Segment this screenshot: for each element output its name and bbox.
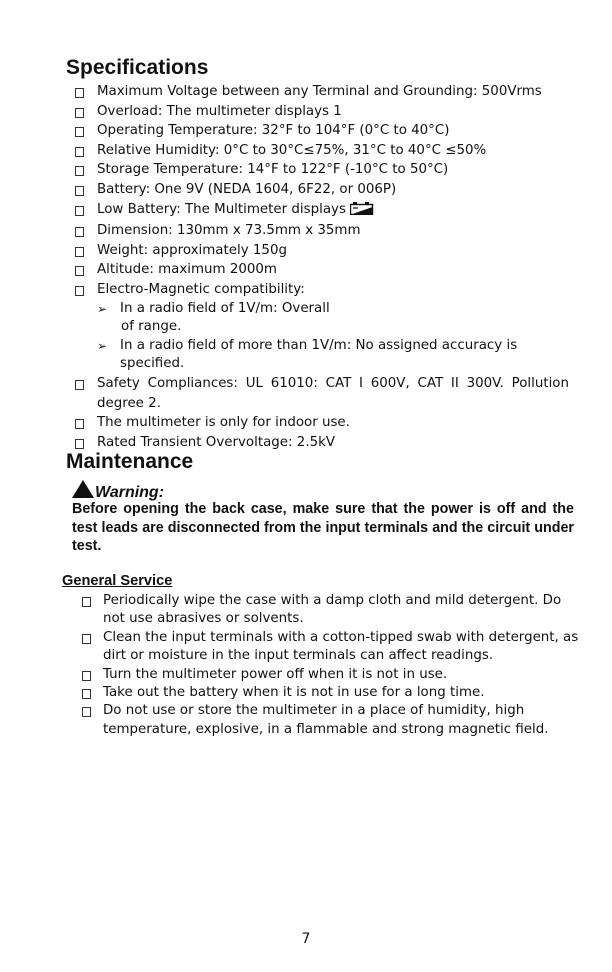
page-number: 7: [301, 931, 311, 947]
list-item: The multimeter is only for indoor use.: [75, 413, 575, 433]
list-item: Take out the battery when it is not in use for a long time.: [82, 684, 582, 702]
list-item: Overload: The multimeter displays 1: [75, 102, 575, 122]
list-item: Periodically wipe the case with a damp cloth and mild detergent. Do not use abrasives or solvents.: [82, 592, 582, 629]
checkbox-bullet-icon: [82, 634, 91, 644]
checkbox-bullet-icon: [75, 419, 84, 429]
specifications-list: [75, 82, 575, 452]
checkbox-bullet-icon: [82, 597, 91, 607]
checkbox-bullet-icon: [82, 707, 91, 717]
general-service-heading: General Service: [62, 573, 173, 589]
list-item: Clean the input terminals with a cotton-tipped swab with detergent, as dirt or moisture in the input terminals can affect readings.: [82, 629, 582, 666]
list-item: Relative Humidity: 0°C to 30°C≤75%, 31°C to 40°C ≤50%: [75, 141, 575, 161]
arrow-bullet-icon: ➢: [97, 338, 108, 353]
sub-list-item: ➢ In a radio field of more than 1V/m: No assigned accuracy is specified.: [97, 337, 518, 372]
arrow-bullet-icon: ➢: [97, 301, 108, 316]
checkbox-bullet-icon: [75, 286, 84, 296]
sub-list-item: ➢ In a radio field of 1V/m: Overall of range.: [97, 300, 330, 335]
checkbox-bullet-icon: [75, 147, 84, 157]
checkbox-bullet-icon: [75, 127, 84, 137]
checkbox-bullet-icon: [75, 266, 84, 276]
specifications-heading: Specifications: [66, 56, 209, 79]
list-item: Altitude: maximum 2000m: [75, 260, 575, 280]
list-item: Safety Compliances: UL 61010: CAT I 600V, CAT II 300V. Pollution degree 2.: [75, 374, 575, 413]
battery-icon: [350, 201, 374, 222]
warning-label: Warning:: [95, 484, 165, 501]
list-item: Rated Transient Overvoltage: 2.5kV: [75, 433, 575, 453]
warning-text: Before opening the back case, make sure that the power is off and the test leads are disconnected from the input terminals and the circuit under test.: [72, 501, 574, 555]
checkbox-bullet-icon: [75, 206, 84, 216]
list-item: Maximum Voltage between any Terminal and Grounding: 500Vrms: [75, 82, 575, 102]
list-item: Do not use or store the multimeter in a place of humidity, high temperature, explosive, in a flammable and strong magnetic field.: [82, 702, 582, 739]
checkbox-bullet-icon: [75, 88, 84, 98]
checkbox-bullet-icon: [75, 247, 84, 257]
list-item: Weight: approximately 150g: [75, 241, 575, 261]
list-item: Turn the multimeter power off when it is not in use.: [82, 666, 582, 684]
checkbox-bullet-icon: [75, 227, 84, 237]
list-item: Battery: One 9V (NEDA 1604, 6F22, or 006P): [75, 180, 575, 200]
checkbox-bullet-icon: [82, 671, 91, 681]
general-service-list: [82, 592, 582, 739]
list-item: Dimension: 130mm x 73.5mm x 35mm: [75, 221, 575, 241]
list-item: Low Battery: The Multimeter displays: [75, 200, 575, 222]
checkbox-bullet-icon: [75, 186, 84, 196]
list-item: Electro-Magnetic compatibility: ➢ In a radio field of 1V/m: Overall of range. ➢ In a radio field of more than 1V/m: No assigned accuracy is specified.: [75, 280, 575, 374]
checkbox-bullet-icon: [75, 439, 84, 449]
checkbox-bullet-icon: [75, 166, 84, 176]
checkbox-bullet-icon: [82, 689, 91, 699]
maintenance-heading: Maintenance: [66, 450, 194, 473]
list-item: Operating Temperature: 32°F to 104°F (0°C to 40°C): [75, 121, 575, 141]
emc-sublist: [97, 300, 575, 374]
list-item: Storage Temperature: 14°F to 122°F (-10°C to 50°C): [75, 160, 575, 180]
checkbox-bullet-icon: [75, 108, 84, 118]
checkbox-bullet-icon: [75, 380, 84, 390]
